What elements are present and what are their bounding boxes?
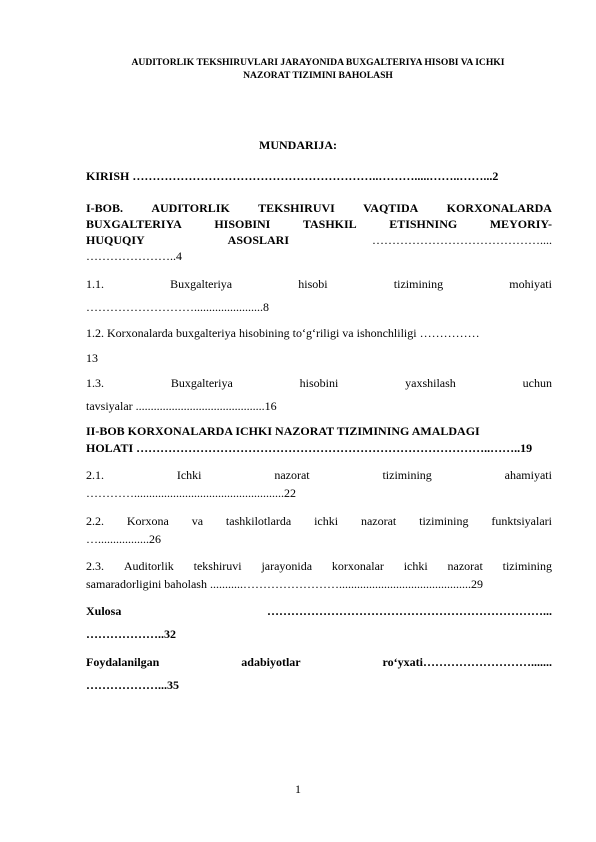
toc-entry-bob1-line4: …………………..4 bbox=[86, 249, 182, 263]
toc-entry-kirish: KIRISH ……………………………………………………..……….....……..……...2 bbox=[86, 169, 499, 183]
toc-entry-1-2-line1: 1.2. Korxonalarda buxgalteriya hisobining to‘g‘riligi va ishonchliligi …………… bbox=[86, 326, 480, 340]
toc-entry-xulosa-line1: Xulosa ……………………………………………………………... bbox=[86, 604, 552, 618]
toc-entry-bob2-line2: HOLATI ……………………………………………………………………………..……..19 bbox=[86, 441, 533, 455]
toc-entry-1-3-line1: 1.3. Buxgalteriya hisobini yaxshilash uchun bbox=[86, 376, 552, 390]
document-title bbox=[70, 56, 566, 82]
toc-entry-bob1-line2: BUXGALTERIYA HISOBINI TASHKIL ETISHNING MEYORIY- bbox=[86, 217, 552, 231]
toc-heading: MUNDARIJA: bbox=[259, 138, 337, 152]
toc-entry-1-1-line2: ……………………….......................8 bbox=[86, 300, 269, 314]
toc-entry-adabiyotlar-line1: Foydalanilgan adabiyotlar ro‘yxati………………………....... bbox=[86, 655, 552, 669]
toc-entry-1-2-line2: 13 bbox=[86, 351, 98, 365]
title-line-1: AUDITORLIK TEKSHIRUVLARI JARAYONIDA BUXGALTERIYA HISOBI VA ICHKI bbox=[131, 57, 505, 68]
toc-entry-xulosa-line2: ………………..32 bbox=[86, 627, 176, 641]
toc-entry-2-2-line2: ….................26 bbox=[86, 532, 161, 546]
toc-entry-adabiyotlar-line2: ………………...35 bbox=[86, 678, 179, 692]
toc-entry-bob1-line3: HUQUQIY ASOSLARI …………………………………….... bbox=[86, 233, 552, 247]
toc-entry-bob1-line1: I-BOB. AUDITORLIK TEKSHIRUVI VAQTIDA KORXONALARDA bbox=[86, 201, 552, 215]
toc-entry-2-1-line1: 2.1. Ichki nazorat tizimining ahamiyati bbox=[86, 468, 552, 482]
toc-entry-1-1-line1: 1.1. Buxgalteriya hisobi tizimining mohiyati bbox=[86, 277, 552, 291]
toc-entry-bob2-line1: II-BOB KORXONALARDA ICHKI NAZORAT TIZIMINING AMALDAGI bbox=[86, 424, 480, 438]
toc-entry-2-1-line2: …………..................................................22 bbox=[86, 486, 296, 500]
toc-entry-1-3-line2: tavsiyalar ...........................................16 bbox=[86, 399, 277, 413]
toc-entry-2-3-line2: samaradorligini baholash ...........……………………............................................29 bbox=[86, 577, 483, 591]
toc-entry-2-3-line1: 2.3. Auditorlik tekshiruvi jarayonida korxonalar ichki nazorat tizimining bbox=[86, 559, 552, 573]
title-line-2: NAZORAT TIZIMINI BAHOLASH bbox=[243, 70, 393, 81]
page-number: 1 bbox=[295, 782, 301, 796]
toc-entry-2-2-line1: 2.2. Korxona va tashkilotlarda ichki nazorat tizimining funktsiyalari bbox=[86, 514, 552, 528]
